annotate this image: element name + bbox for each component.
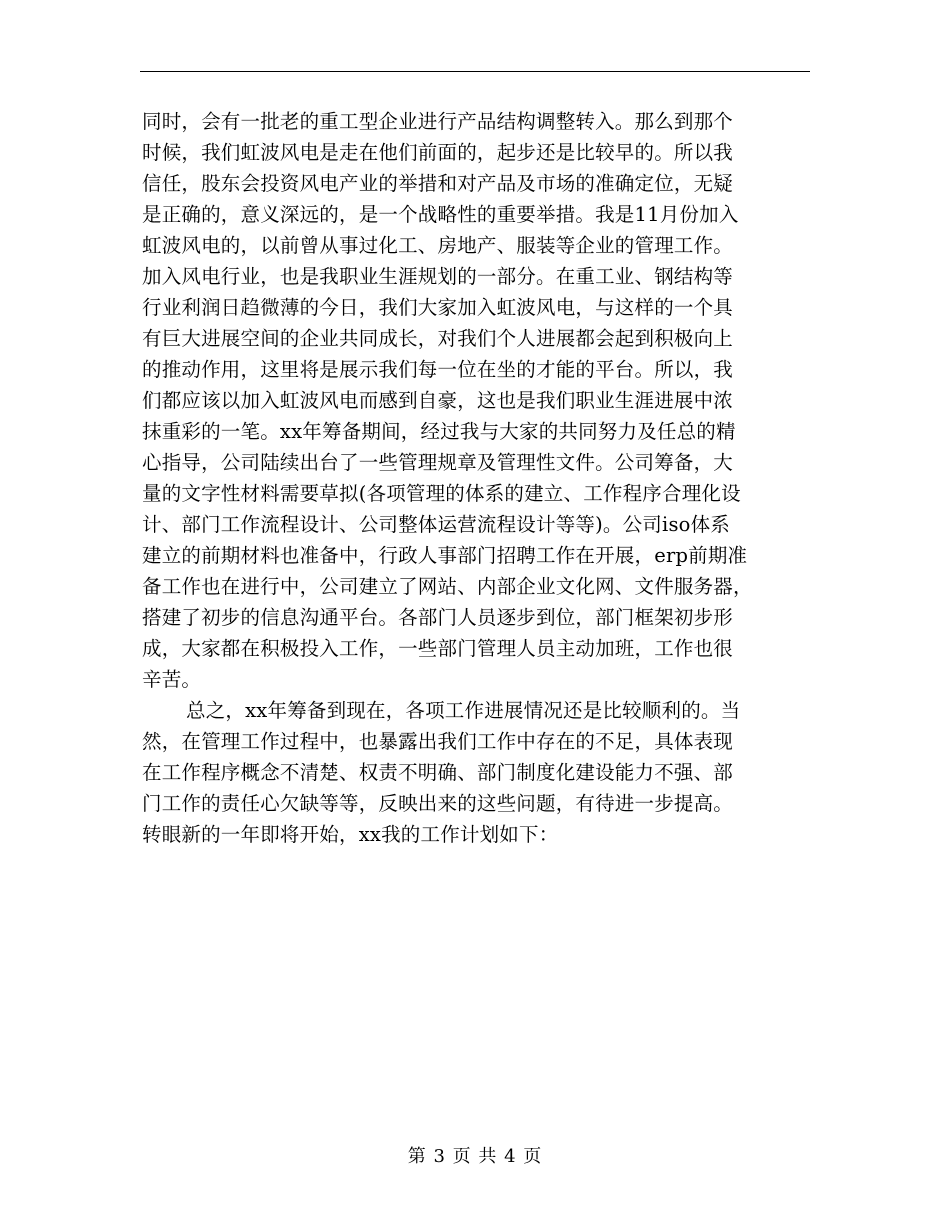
paragraph-line: 计、部门工作流程设计、公司整体运营流程设计等等)。公司iso体系 — [142, 513, 730, 536]
paragraph-line: 转眼新的一年即将开始，xx我的工作计划如下： — [142, 823, 559, 846]
paragraph-line: 量的文字性材料需要草拟(各项管理的体系的建立、工作程序合理化设 — [142, 482, 741, 505]
paragraph-line: 时候，我们虹波风电是走在他们前面的，起步还是比较早的。所以我 — [142, 141, 734, 164]
paragraph-line: 总之，xx年筹备到现在，各项工作进展情况还是比较顺利的。当 — [186, 699, 741, 722]
paragraph-line: 建立的前期材料也准备中，行政人事部门招聘工作在开展，erp前期准 — [142, 544, 748, 567]
paragraph-line: 然，在管理工作过程中，也暴露出我们工作中存在的不足，具体表现 — [142, 730, 734, 753]
paragraph-line: 虹波风电的，以前曾从事过化工、房地产、服装等企业的管理工作。 — [142, 234, 734, 257]
paragraph-line: 行业利润日趋微薄的今日，我们大家加入虹波风电，与这样的一个具 — [142, 296, 734, 319]
document-body — [142, 106, 814, 850]
paragraph-line: 信任，股东会投资风电产业的举措和对产品及市场的准确定位，无疑 — [142, 172, 734, 195]
page-footer: 第 3 页 共 4 页 — [407, 1146, 543, 1167]
paragraph-line: 抹重彩的一笔。xx年筹备期间，经过我与大家的共同努力及任总的精 — [142, 420, 736, 443]
paragraph-line: 同时，会有一批老的重工型企业进行产品结构调整转入。那么到那个 — [142, 110, 734, 133]
paragraph-line: 们都应该以加入虹波风电而感到自豪，这也是我们职业生涯进展中浓 — [142, 389, 734, 412]
paragraph-line: 门工作的责任心欠缺等等，反映出来的这些问题，有待进一步提高。 — [142, 792, 734, 815]
paragraph-line: 有巨大进展空间的企业共同成长，对我们个人进展都会起到积极向上 — [142, 327, 734, 350]
paragraph-line: 搭建了初步的信息沟通平台。各部门人员逐步到位，部门框架初步形 — [142, 606, 734, 629]
paragraph-line: 是正确的，意义深远的，是一个战略性的重要举措。我是11月份加入 — [142, 203, 739, 226]
paragraph-line: 的推动作用，这里将是展示我们每一位在坐的才能的平台。所以，我 — [142, 358, 734, 381]
paragraph-line: 辛苦。 — [142, 668, 202, 691]
paragraph-line: 心指导，公司陆续出台了一些管理规章及管理性文件。公司筹备，大 — [142, 451, 734, 474]
paragraph-line: 成，大家都在积极投入工作，一些部门管理人员主动加班，工作也很 — [142, 637, 734, 660]
paragraph-line: 加入风电行业，也是我职业生涯规划的一部分。在重工业、钢结构等 — [142, 265, 734, 288]
header-rule — [140, 71, 810, 72]
paragraph-line: 备工作也在进行中，公司建立了网站、内部企业文化网、文件服务器， — [142, 575, 753, 598]
paragraph-line: 在工作程序概念不清楚、权责不明确、部门制度化建设能力不强、部 — [142, 761, 734, 784]
